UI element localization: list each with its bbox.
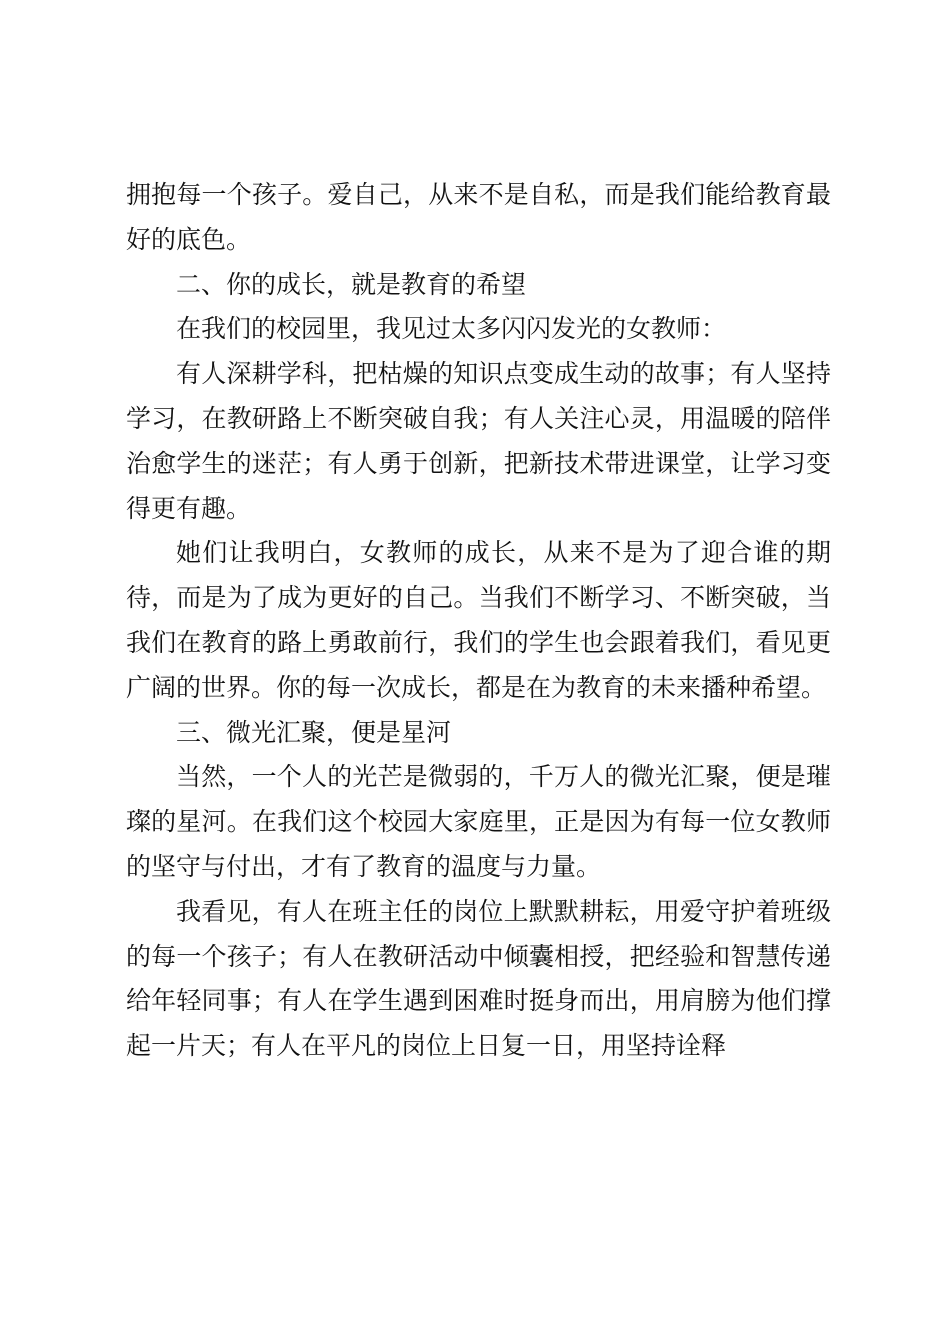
paragraph-continued: 拥抱每一个孩子。爱自己，从来不是自私，而是我们能给教育最好的底色。 bbox=[126, 180, 831, 254]
paragraph: 她们让我明白，女教师的成长，从来不是为了迎合谁的期待，而是为了成为更好的自己。当我们不断学习、不断突破，当我们在教育的路上勇敢前行，我们的学生也会跟着我们，看见更广阔的世界。你的每一次成长，都是在为教育的未来播种希望。 bbox=[126, 538, 831, 702]
paragraph: 当然，一个人的光芒是微弱的，千万人的微光汇聚，便是璀璨的星河。在我们这个校园大家庭里，正是因为有每一位女教师的坚守与付出，才有了教育的温度与力量。 bbox=[126, 762, 831, 881]
section-heading-3: 三、微光汇聚，便是星河 bbox=[176, 717, 452, 747]
paragraph: 有人深耕学科，把枯燥的知识点变成生动的故事；有人坚持学习，在教研路上不断突破自我；有人关注心灵，用温暖的陪伴治愈学生的迷茫；有人勇于创新，把新技术带进课堂，让学习变得更有趣。 bbox=[126, 359, 831, 523]
paragraph: 我看见，有人在班主任的岗位上默默耕耘，用爱守护着班级的每一个孩子；有人在教研活动中倾囊相授，把经验和智慧传递给年轻同事；有人在学生遇到困难时挺身而出，用肩膀为他们撑起一片天；有人在平凡的岗位上日复一日，用坚持诠释 bbox=[126, 896, 831, 1061]
section-heading-2: 二、你的成长，就是教育的希望 bbox=[176, 269, 527, 299]
document-body bbox=[126, 173, 831, 1069]
paragraph: 在我们的校园里，我见过太多闪闪发光的女教师： bbox=[176, 314, 727, 344]
